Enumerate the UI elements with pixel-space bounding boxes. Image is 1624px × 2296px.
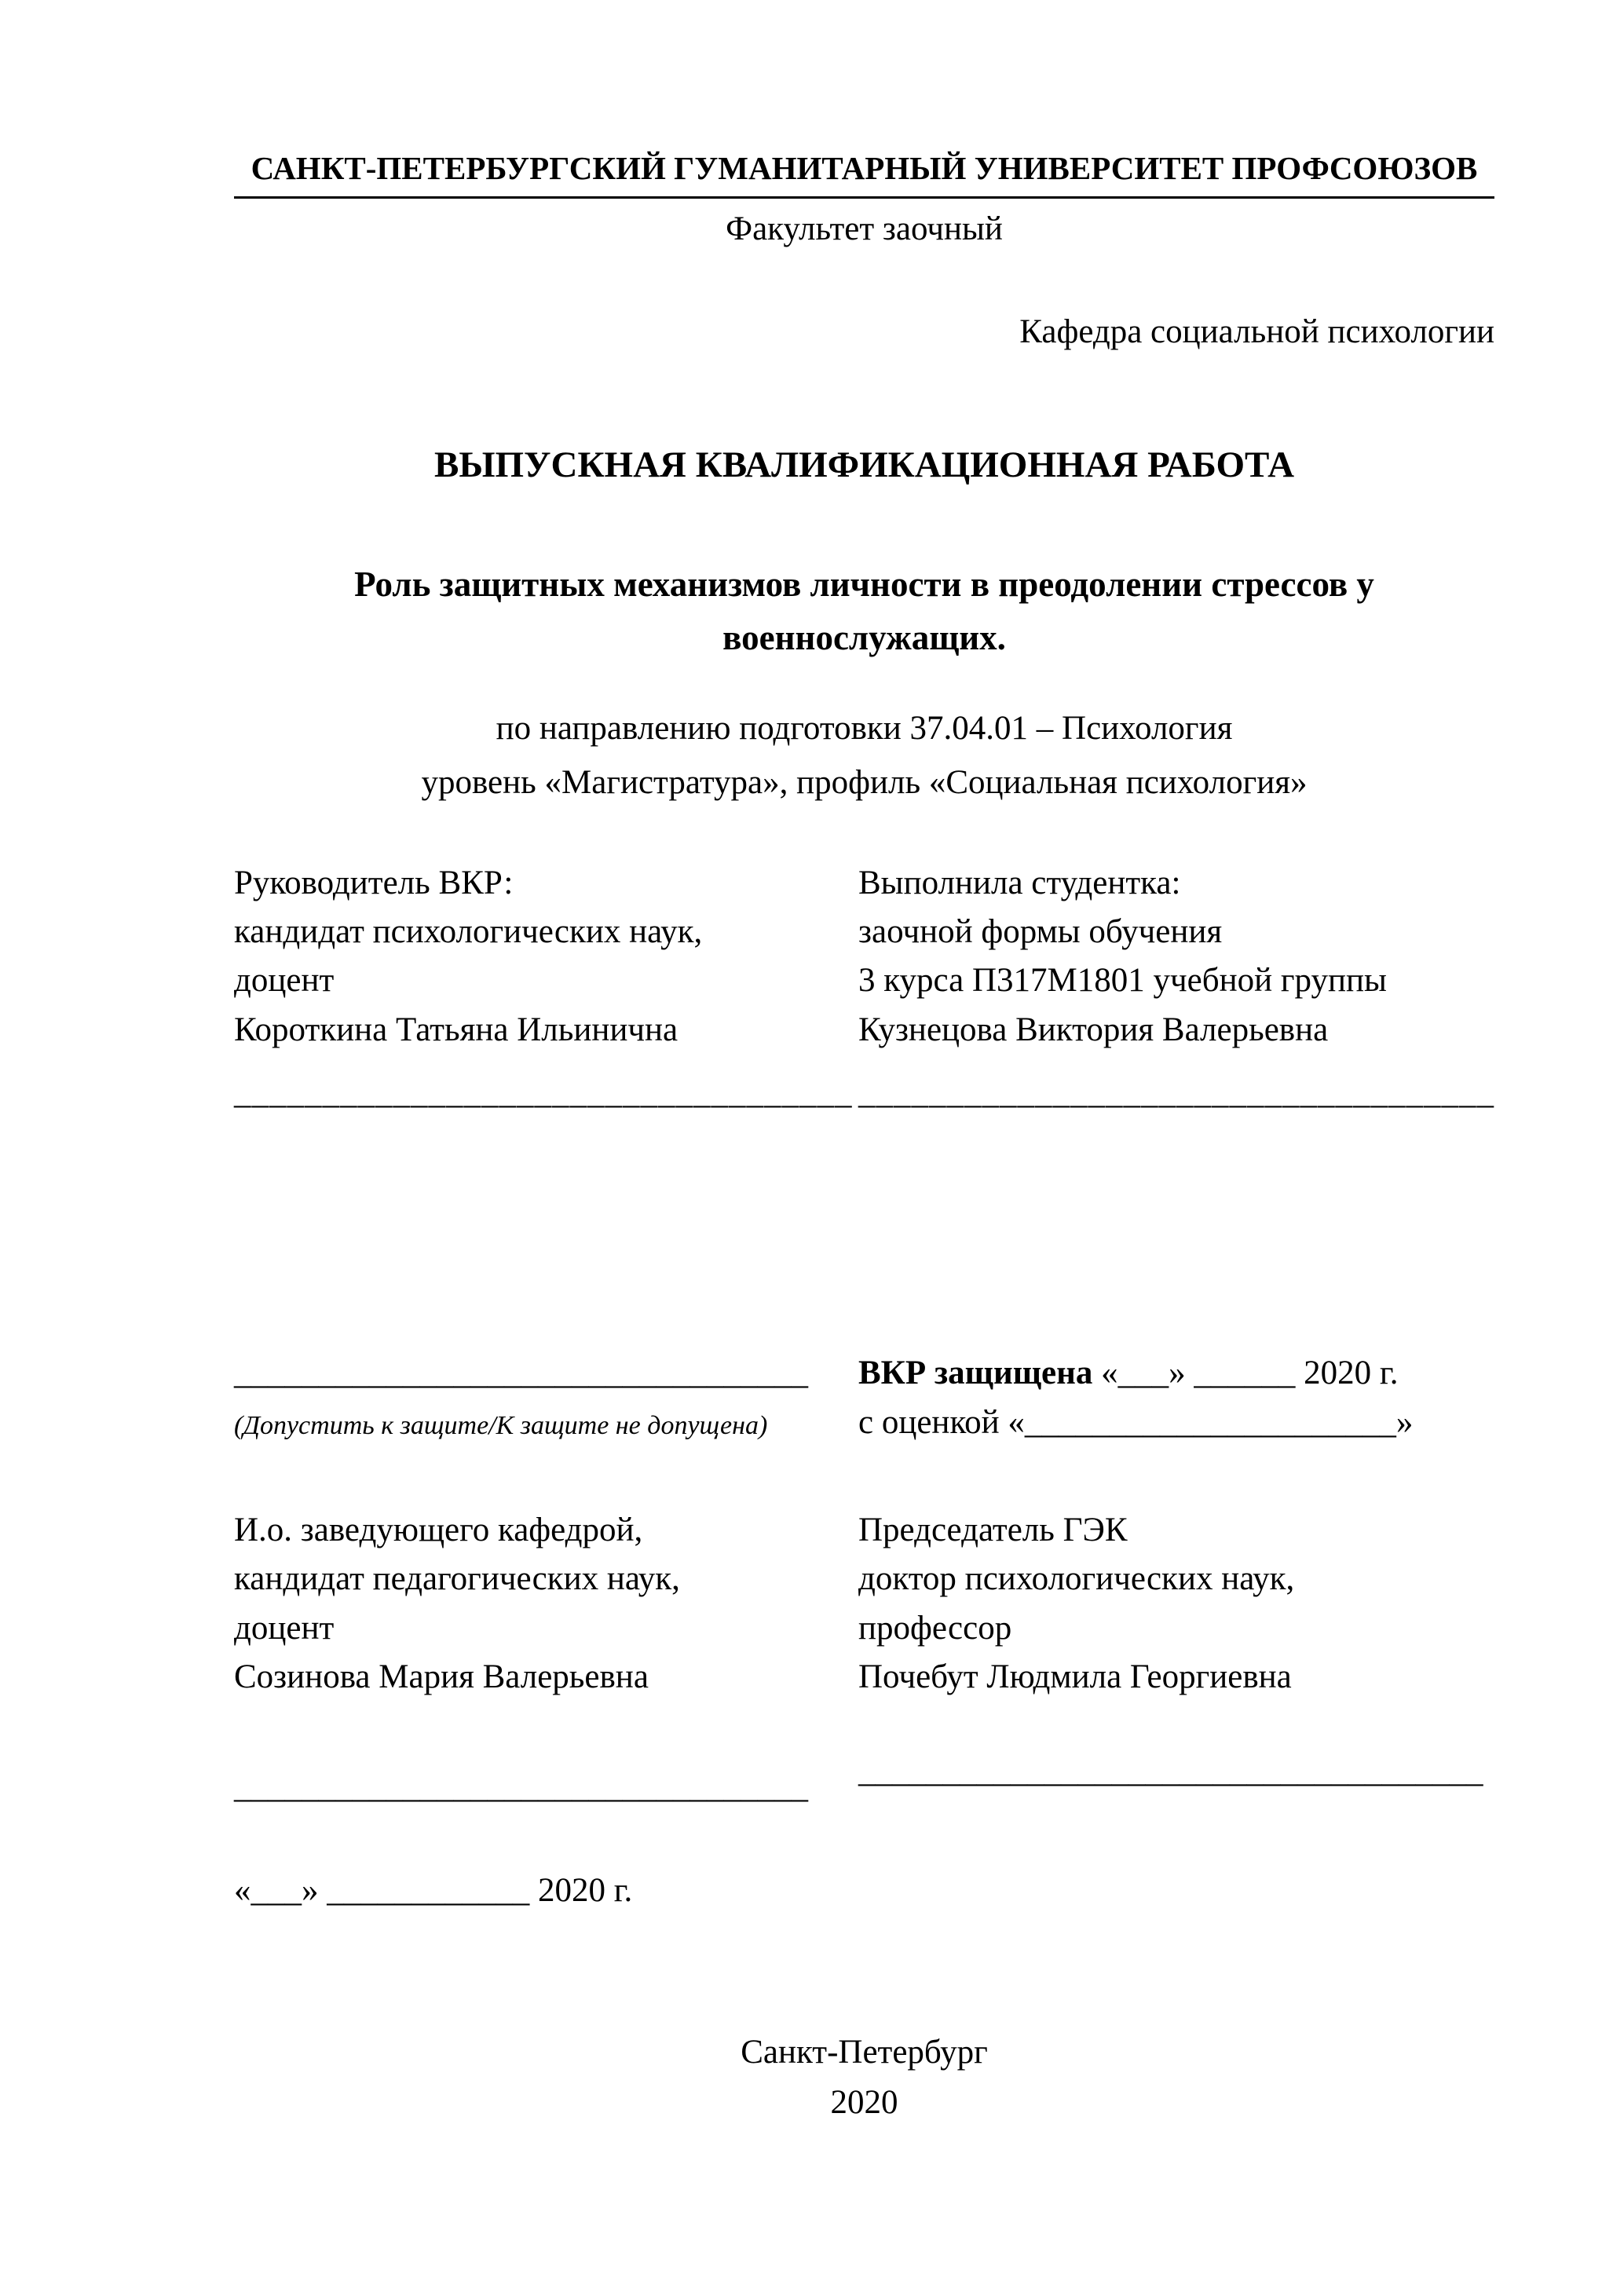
defense-column: [858, 1349, 1494, 1447]
defense-line: [858, 1349, 1494, 1398]
thesis-title: [234, 558, 1494, 664]
student-form: заочной формы обучения: [858, 912, 1223, 950]
thesis-title-line2: военнослужащих.: [722, 617, 1006, 657]
head-signature-line: __________________________________: [234, 1768, 808, 1806]
supervisor-label: Руководитель ВКР:: [234, 864, 514, 901]
university-name: САНКТ-ПЕТЕРБУРГСКИЙ ГУМАНИТАРНЫЙ УНИВЕРСИТЕТ ПРОФСОЮЗОВ: [234, 149, 1494, 199]
work-type-heading: ВЫПУСКНАЯ КВАЛИФИКАЦИОННАЯ РАБОТА: [433, 444, 1295, 485]
footer-city: Санкт-Петербург: [741, 2033, 988, 2071]
direction-line: по направлению подготовки 37.04.01 – Психология: [496, 710, 1233, 747]
head-rank: доцент: [234, 1609, 335, 1647]
supervisor-rank: доцент: [234, 962, 335, 1000]
admission-column: [234, 1349, 858, 1447]
footer-block: [234, 2027, 1494, 2129]
head-date-line: «___» ____________ 2020 г.: [234, 1871, 633, 1909]
faculty-name: Факультет заочный: [726, 210, 1003, 247]
student-group: 3 курса П317М1801 учебной группы: [858, 962, 1387, 1000]
supervisor-degree: кандидат психологических наук,: [234, 912, 703, 950]
defense-label-bold: ВКР защищена: [858, 1355, 1093, 1392]
defense-grade-line: с оценкой «______________________»: [858, 1403, 1414, 1441]
chairman-name: Почебут Людмила Георгиевна: [858, 1658, 1292, 1696]
chairman-position: Председатель ГЭК: [858, 1512, 1128, 1548]
head-degree: кандидат педагогических наук,: [234, 1560, 680, 1598]
chairman-degree: доктор психологических наук,: [858, 1560, 1295, 1598]
head-name: Созинова Мария Валерьевна: [234, 1658, 649, 1696]
supervisor-signature-line: ___________________________________: [234, 1073, 853, 1111]
supervisor-column: [234, 859, 858, 1118]
level-line: уровень «Магистратура», профиль «Социальная психология»: [421, 763, 1308, 801]
direction-block: [234, 702, 1494, 810]
footer-year: 2020: [830, 2084, 898, 2122]
head-of-department-column: [234, 1506, 858, 1812]
admission-signature-line: __________________________________: [234, 1355, 808, 1392]
chairman-signature-line: _____________________________________: [858, 1753, 1483, 1790]
page-content: [234, 149, 1494, 2129]
thesis-title-line1: Роль защитных механизмов личности в преодолении стрессов у: [354, 565, 1374, 604]
chairman-column: [858, 1506, 1494, 1812]
admission-note: (Допустить к защите/К защите не допущена): [234, 1410, 768, 1440]
supervisor-student-section: [234, 859, 1494, 1118]
admission-defense-section: [234, 1349, 1494, 1447]
student-label: Выполнила студентка:: [858, 864, 1181, 901]
supervisor-name: Короткина Татьяна Ильинична: [234, 1011, 678, 1048]
chairman-rank: профессор: [858, 1609, 1012, 1647]
student-column: [858, 859, 1494, 1118]
student-name: Кузнецова Виктория Валерьевна: [858, 1011, 1329, 1048]
defense-label-rest: «___» ______ 2020 г.: [1092, 1355, 1399, 1392]
officials-section: [234, 1506, 1494, 1812]
department-name: Кафедра социальной психологии: [1019, 313, 1494, 350]
head-position: И.о. заведующего кафедрой,: [234, 1512, 643, 1548]
student-signature-line: ____________________________________: [858, 1073, 1494, 1111]
